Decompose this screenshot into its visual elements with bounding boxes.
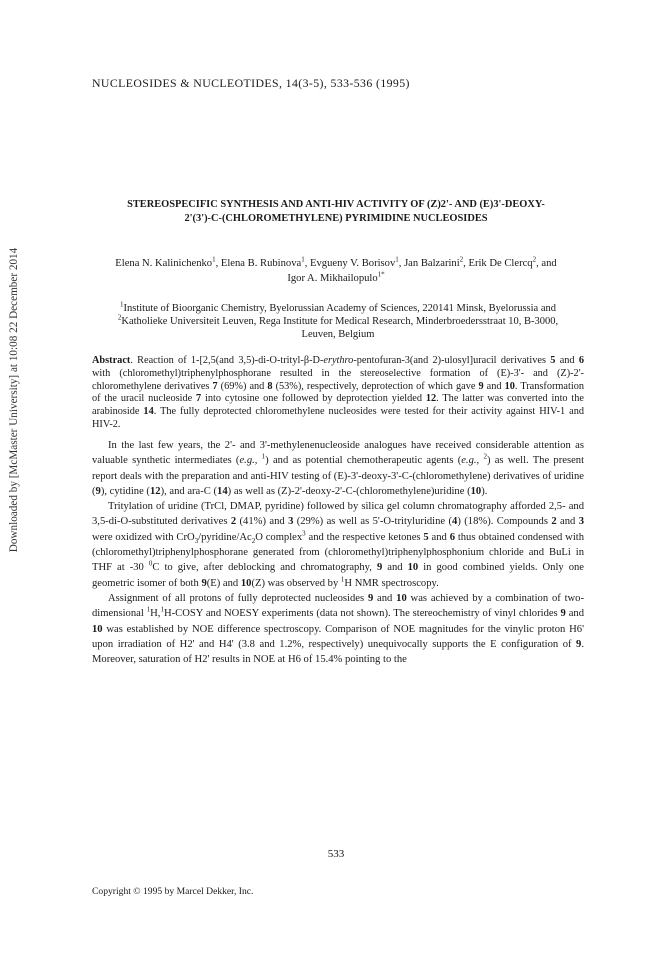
journal-header: NUCLEOSIDES & NUCLEOTIDES, 14(3-5), 533-536 (1995): [92, 76, 410, 90]
body-paragraph: In the last few years, the 2'- and 3'-methylenenucleoside analogues have received considerable attention as valuable synthetic intermediates (e.g., $^1$) and as potential chemotherapeutic agents (e.g., $^2$) as well. The present report deals with the preparation and anti-HIV testing of (E)-3'-deoxy-3'-C-(chloromethylene) derivatives of uridine (9), cytidine (12), and ara-C (14) as well as (Z)-2'-deoxy-2'-C-(chloromethylene)uridine (10).: [92, 440, 585, 497]
affiliation-marker: 1*: [377, 270, 385, 279]
download-note: Downloaded by [McMaster University] at 10:08 22 December 2014: [8, 247, 20, 553]
abstract: Abstract. Reaction of 1-[2,5(and 3,5)-di-O-trityl-β-D-erythro-pentofuran-3(and 2)-ulosyl]uracil derivatives 5 and 6 with (chloromethyl)triphenylphosphorane resulted in the stereoselective formation of (E)-3'- and (Z)-2'-chloromethylene derivatives 7 (69%) and 8 (53%), respectively, deprotection of which gave 9 and 10. Transformation of the uracil nucleoside 7 into cytosine one followed by deprotection yielded 12. The latter was converted into the arabinoside 14. The fully deprotected chloromethylene nucleosides were tested for their activity against HIV-1 and HIV-2.: [92, 355, 585, 430]
author-name: Erik De Clercq: [468, 258, 533, 269]
affiliation-line: $^2$Katholieke Universiteit Leuven, Rega Institute for Medical Research, Minderbroedersstraat 10, B-3000,: [117, 313, 559, 327]
article-title: [100, 198, 572, 226]
copyright-notice: Copyright © 1995 by Marcel Dekker, Inc.: [92, 886, 254, 897]
affiliation-marker: 1: [212, 255, 216, 264]
author-name: Evgueny V. Borisov: [310, 258, 396, 269]
title-line-1: STEREOSPECIFIC SYNTHESIS AND ANTI-HIV ACTIVITY OF (Z)2'- AND (E)3'-DEOXY-: [127, 199, 545, 210]
author-name: Jan Balzarini: [404, 258, 460, 269]
affiliation-marker: 2: [459, 255, 464, 264]
affiliation-line: $^1$Institute of Bioorganic Chemistry, Byelorussian Academy of Sciences, 220141 Minsk, Byelorussia and: [120, 300, 556, 314]
affiliation-marker: 1: [301, 255, 305, 264]
abstract-label: Abstract: [92, 355, 131, 366]
author-name: Igor A. Mikhailopulo: [287, 273, 378, 284]
affiliations: [92, 302, 584, 341]
title-line-2: 2'(3')-C-(CHLOROMETHYLENE) PYRIMIDINE NUCLEOSIDES: [184, 213, 488, 224]
affiliation-marker: 1: [395, 255, 399, 264]
article-body: [92, 438, 584, 667]
body-paragraph: Tritylation of uridine (TrCl, DMAP, pyridine) followed by silica gel column chromatography afforded 2,5- and 3,5-di-O-substituted derivatives 2 (41%) and 3 (29%) as well as 5'-O-trityluridine (4) (18%). Compounds 2 and 3 were oxidized with $CrO_3/pyridine/Ac_2O$ complex$^3$ and the respective ketones 5 and 6 thus obtained condensed with (chloromethyl)triphenylphosphorane generated from (chloromethyl)triphenylphosphonium chloride and BuLi in THF at -30 $^0$C to give, after deblocking and chromatography, 9 and 10 in good combined yields. Only one geometric isomer of both 9(E) and 10(Z) was observed by $^1$H NMR spectroscopy.: [92, 501, 585, 589]
affiliation-marker: 2: [532, 255, 537, 264]
body-paragraph: Assignment of all protons of fully deprotected nucleosides 9 and 10 was achieved by a combination of two-dimensional $^1$H,$^1$H-COSY and NOESY experiments (data not shown). The stereochemistry of vinyl chlorides 9 and 10 was established by NOE difference spectroscopy. Comparison of NOE magnitudes for the vinylic proton H6' upon irradiation of H2' and H4' (3.8 and 1.2%, respectively) unequivocally supports the E configuration of 9. Moreover, saturation of H2' results in NOE at H6 of 15.4% pointing to the: [92, 592, 585, 666]
author-name: Elena B. Rubinova: [220, 258, 302, 269]
affiliation-line: Leuven, Belgium: [301, 329, 375, 340]
page-number: 533: [327, 848, 345, 860]
author-list: Elena N. Kalinichenko$^1$, Elena B. Rubinova$^1$, Evgueny V. Borisov$^1$, Jan Balzarini$^2$, Erik De Clercq$^2$, and Igor A. Mikhailopulo$^{1*}$: [115, 255, 557, 284]
download-watermark: [4, 170, 24, 630]
author-name: Elena N. Kalinichenko: [115, 258, 213, 269]
